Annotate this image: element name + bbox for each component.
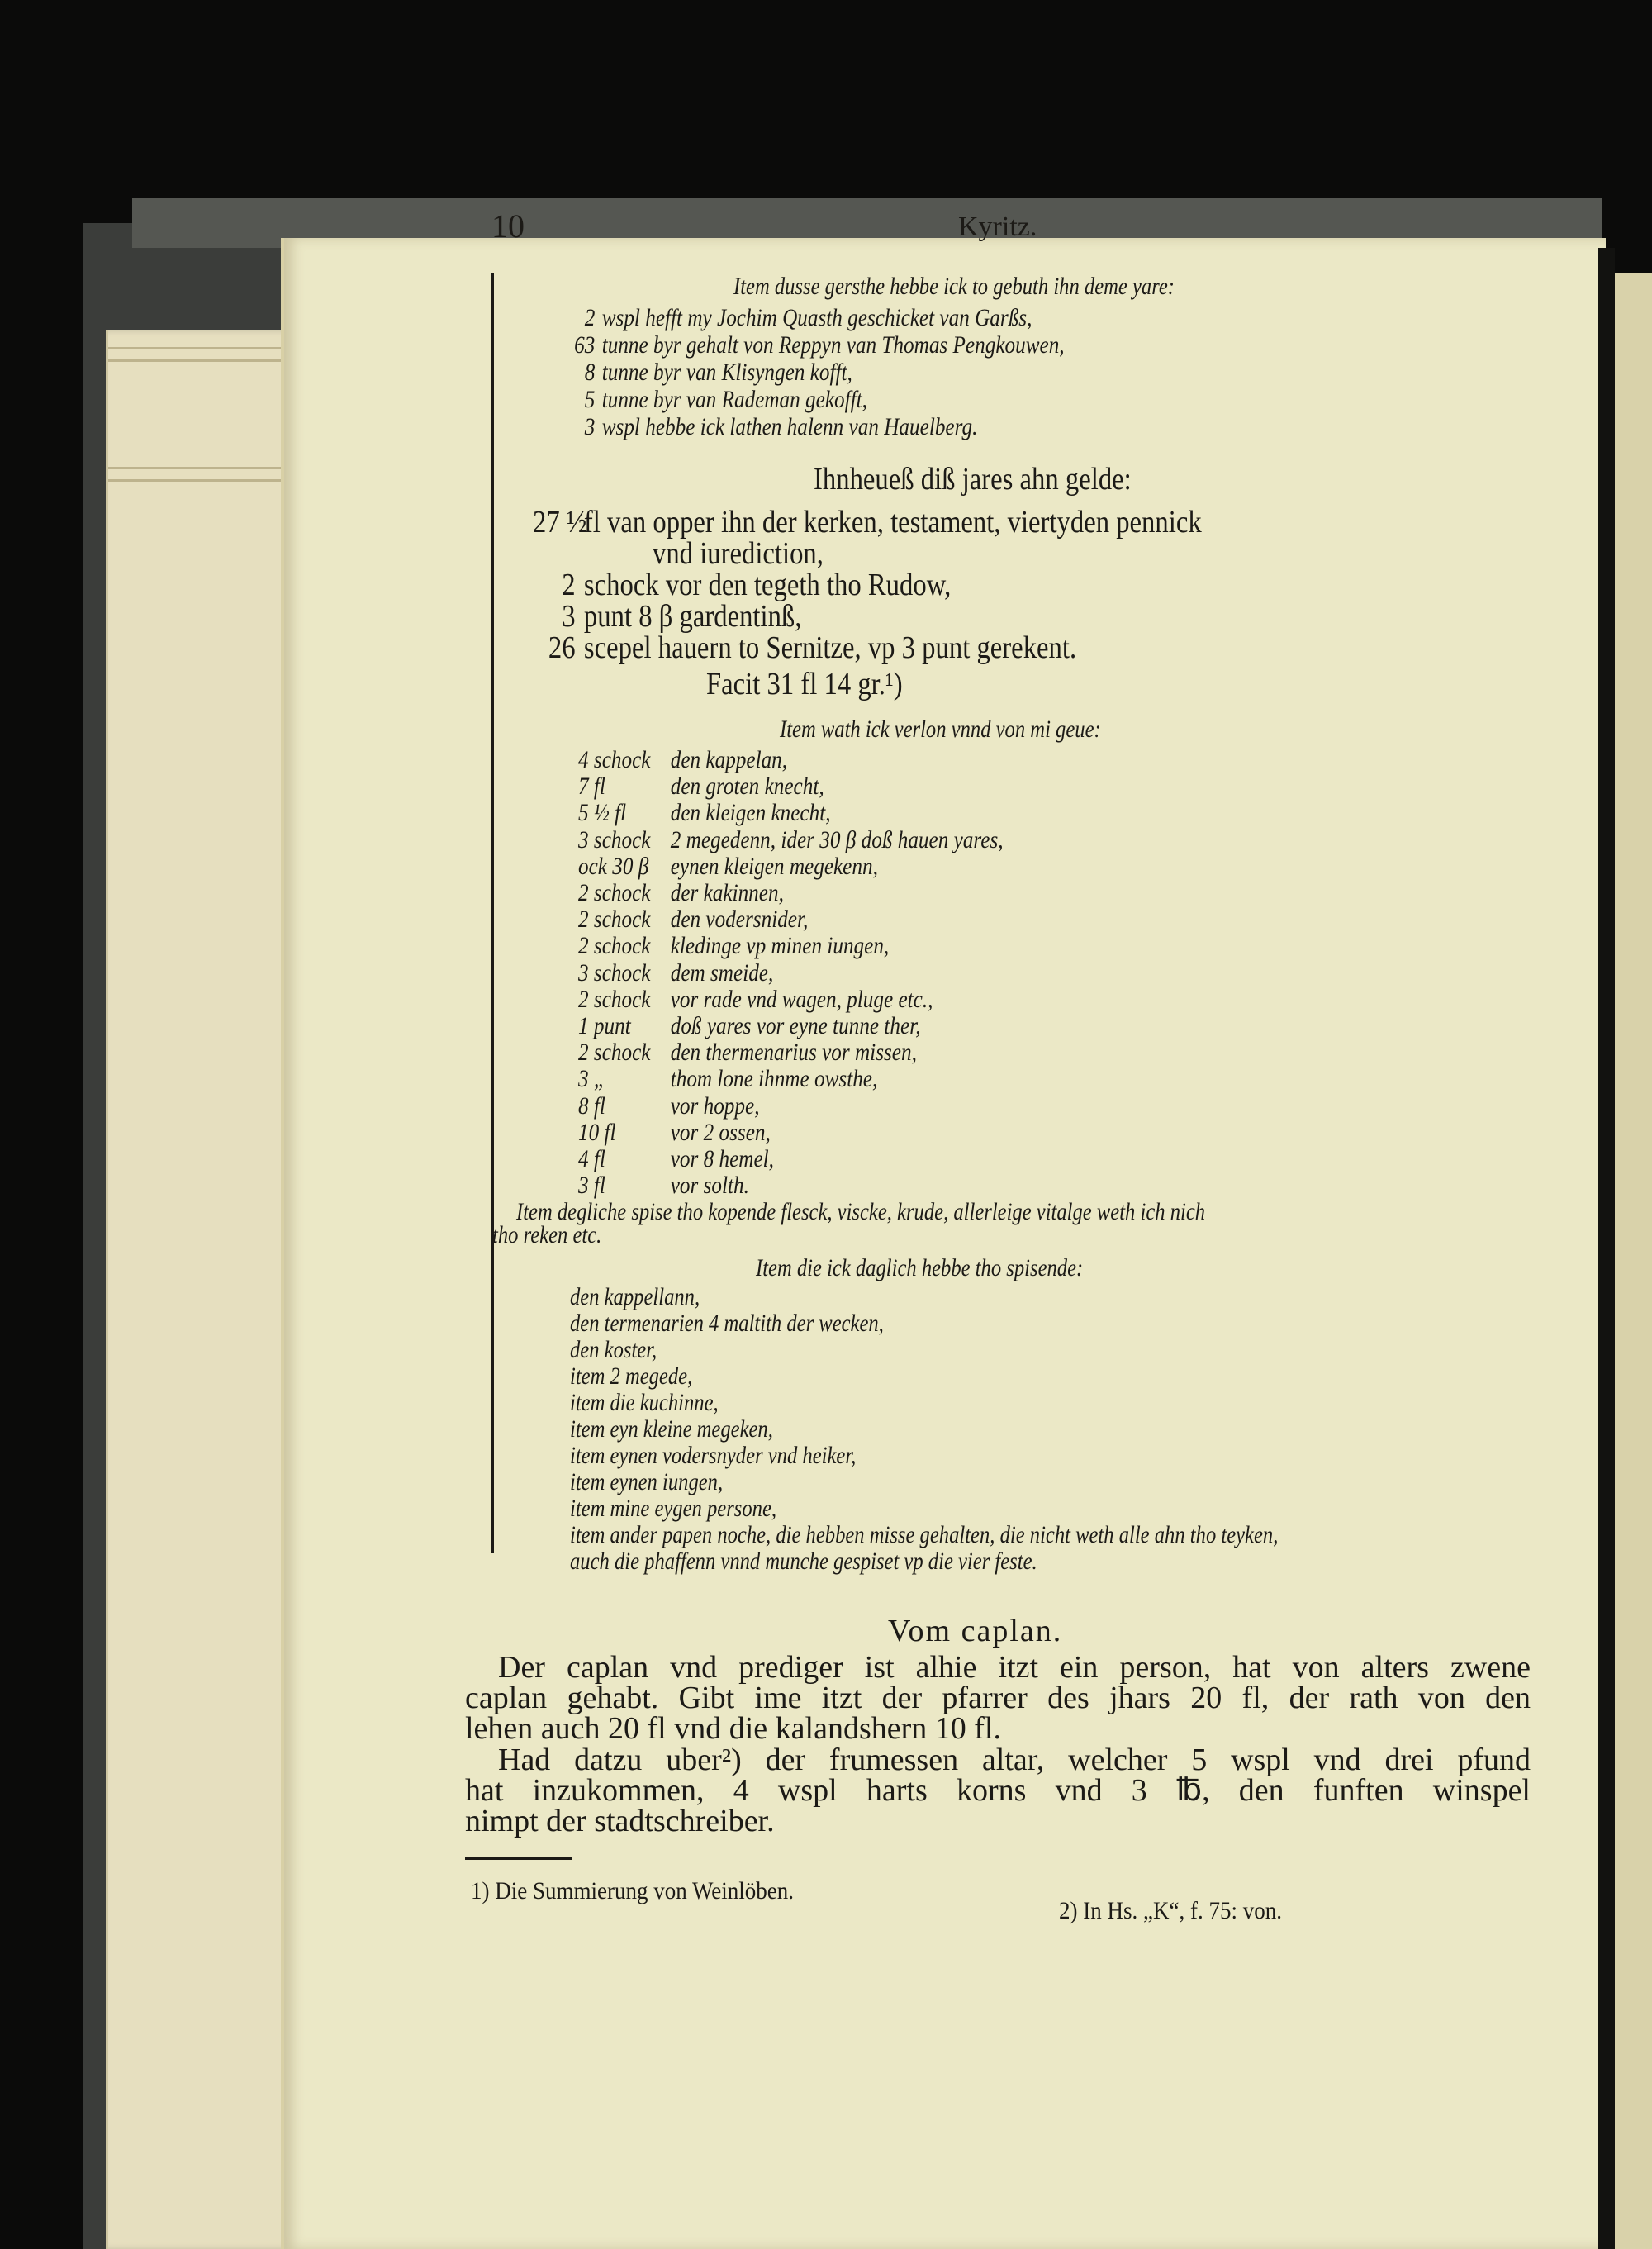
entry-text: den vodersnider,: [670, 906, 809, 934]
entry-quantity: 3: [562, 599, 576, 634]
list-item: [562, 359, 852, 387]
entry-text: der kakinnen,: [670, 879, 784, 906]
entry-text: dem smeide,: [670, 958, 774, 987]
running-title: Kyritz.: [958, 212, 1037, 242]
list-item: [533, 630, 1076, 666]
list-item: [562, 413, 977, 441]
list-item: [578, 1172, 749, 1200]
list-item: auch die phaffenn vnnd munche gespiset vp die vier feste.: [570, 1548, 1037, 1575]
list-item: [578, 746, 787, 774]
note-line: Item degliche spise tho kopende flesck, viscke, krude, allerleige vitalge weth ich nich: [516, 1198, 1206, 1225]
list-item: [578, 1119, 771, 1147]
entry-amount: 10 fl: [578, 1118, 616, 1146]
entry-amount: 3 schock: [578, 825, 651, 853]
entry-quantity: 26: [548, 630, 576, 665]
list-item: item mine eygen persone,: [570, 1495, 777, 1522]
paragraph-line: hat inzukommen, 4 wspl harts korns vnd 3 ℔, den funften winspel: [465, 1773, 1531, 1808]
list-item: den termenarien 4 maltith der wecken,: [570, 1310, 884, 1337]
footnote: 1) Die Summierung von Weinlöben.: [471, 1877, 795, 1904]
entry-quantity: 3: [584, 413, 596, 440]
entry-amount: 4 schock: [578, 746, 651, 773]
facing-page-edge: [1615, 273, 1652, 2249]
entry-text: vor rade vnd wagen, pluge etc.,: [670, 985, 933, 1013]
paragraph: [465, 1745, 1531, 1837]
list-item: [578, 932, 889, 960]
footnote: 2) In Hs. „K“, f. 75: von.: [1059, 1897, 1282, 1924]
list-item: [533, 504, 1202, 540]
entry-text: den groten knecht,: [670, 773, 824, 801]
list-item: [578, 773, 824, 801]
list-item: den koster,: [570, 1336, 657, 1363]
entry-amount: 2 schock: [578, 1039, 651, 1067]
paragraph-line: lehen auch 20 fl vnd die kalandshern 10 fl.: [465, 1711, 1001, 1746]
list-item: [578, 799, 831, 827]
list-item: item 2 megede,: [570, 1362, 693, 1390]
list-item: item eynen vodersnyder vnd heiker,: [570, 1442, 857, 1469]
page-number: 10: [491, 207, 525, 245]
list-item: item ander papen noche, die hebben misse gehalten, die nicht weth alle ahn tho teyken,: [570, 1521, 1279, 1548]
list-item: [578, 1145, 774, 1173]
entry-text: kledinge vp minen iungen,: [670, 932, 890, 960]
entry-text: tunne byr van Klisyngen kofft,: [601, 359, 852, 386]
entry-amount: 2 schock: [578, 932, 651, 960]
entry-text: vor hoppe,: [670, 1091, 760, 1120]
entry-text: wspl hefft my Jochim Quasth geschicket van Garßs,: [601, 304, 1032, 331]
list-item: [578, 1012, 921, 1040]
entry-text: punt 8 β gardentinß,: [583, 599, 802, 634]
entry-quantity: 2: [584, 304, 596, 331]
entry-amount: 7 fl: [578, 773, 605, 801]
entry-text: 2 megedenn, ider 30 β doß hauen yares,: [670, 825, 1004, 853]
paragraph-line: nimpt der stadtschreiber.: [465, 1804, 775, 1838]
list-item: [578, 906, 808, 934]
section-heading: Item dusse gersthe hebbe ick to gebuth ihn deme yare:: [733, 273, 1175, 300]
margin-rule: [491, 273, 494, 1553]
entry-quantity: 8: [584, 359, 596, 386]
paragraph-line: Der caplan vnd prediger ist alhie itzt ein person, hat von alters zwene: [498, 1650, 1531, 1685]
entry-text: doß yares vor eyne tunne ther,: [670, 1012, 921, 1039]
list-item: [562, 304, 1032, 332]
entry-continuation: vnd iurediction,: [653, 536, 824, 571]
entry-text: eynen kleigen megekenn,: [670, 852, 878, 880]
section-heading: Item die ick daglich hebbe tho spisende:: [756, 1254, 1084, 1281]
section-heading: Ihnheueß diß jares ahn gelde:: [814, 462, 1132, 497]
entry-quantity: 63: [574, 331, 596, 359]
section-heading: Item wath ick verlon vnnd von mi geue:: [780, 716, 1101, 743]
entry-quantity: 5: [584, 386, 596, 413]
list-item: [562, 386, 867, 414]
list-item: [578, 1092, 760, 1120]
entry-text: vor 2 ossen,: [670, 1118, 771, 1146]
entry-text: tunne byr gehalt von Reppyn van Thomas Pengkouwen,: [601, 331, 1065, 359]
list-item: item eynen iungen,: [570, 1468, 724, 1495]
total-line: Facit 31 fl 14 gr.¹): [706, 667, 903, 701]
gutter-shadow: [1598, 248, 1615, 2249]
entry-amount: 2 schock: [578, 906, 651, 934]
entry-amount: 3 fl: [578, 1172, 605, 1200]
entry-amount: 1 punt: [578, 1012, 631, 1039]
list-item: [578, 986, 933, 1014]
list-item: item eyn kleine megeken,: [570, 1415, 773, 1443]
entry-text: tunne byr van Rademan gekofft,: [601, 386, 867, 413]
entry-amount: ock 30 β: [578, 852, 649, 880]
entry-amount: 4 fl: [578, 1145, 605, 1172]
entry-amount: 2 schock: [578, 985, 651, 1013]
entry-text: den thermenarius vor missen,: [670, 1039, 917, 1067]
entry-amount: 5 ½ fl: [578, 799, 627, 827]
entry-text: den kleigen knecht,: [670, 799, 831, 827]
stacked-page-edges: [106, 330, 298, 2249]
paragraph-line: caplan gehabt. Gibt ime itzt der pfarrer des jhars 20 fl, der rath von den: [465, 1681, 1531, 1715]
entry-text: schock vor den tegeth tho Rudow,: [583, 568, 952, 602]
list-item: [578, 879, 784, 907]
entry-amount: 2 schock: [578, 879, 651, 906]
chapter-heading: Vom caplan.: [888, 1614, 1063, 1648]
footnote-rule: [465, 1857, 572, 1860]
entry-text: wspl hebbe ick lathen halenn van Hauelberg.: [601, 413, 978, 440]
list-item: [578, 853, 878, 881]
list-item: [578, 1039, 917, 1067]
entry-amount: 8 fl: [578, 1091, 605, 1120]
list-item: [578, 826, 1004, 854]
entry-amount: 3 schock: [578, 958, 651, 987]
entry-text: fl van opper ihn der kerken, testament, viertyden pennick: [583, 505, 1202, 540]
entry-quantity: 27 ½: [533, 505, 587, 540]
list-item: [578, 959, 773, 987]
entry-text: vor 8 hemel,: [670, 1145, 774, 1172]
entry-text: thom lone ihnme owsthe,: [670, 1065, 878, 1093]
list-item: [578, 1065, 877, 1093]
paragraph-line: Had datzu uber²) der frumessen altar, welcher 5 wspl vnd drei pfund: [498, 1743, 1531, 1777]
list-item: [562, 331, 1065, 359]
entry-text: den kappelan,: [670, 746, 788, 773]
entry-text: scepel hauern to Sernitze, vp 3 punt gerekent.: [583, 630, 1077, 665]
list-item: item die kuchinne,: [570, 1389, 719, 1416]
entry-quantity: 2: [562, 568, 576, 602]
entry-amount: 3 „: [578, 1065, 605, 1093]
paragraph: [465, 1652, 1531, 1744]
note-line: tho reken etc.: [492, 1221, 602, 1248]
entry-text: vor solth.: [670, 1172, 749, 1200]
list-item: den kappellann,: [570, 1283, 700, 1310]
